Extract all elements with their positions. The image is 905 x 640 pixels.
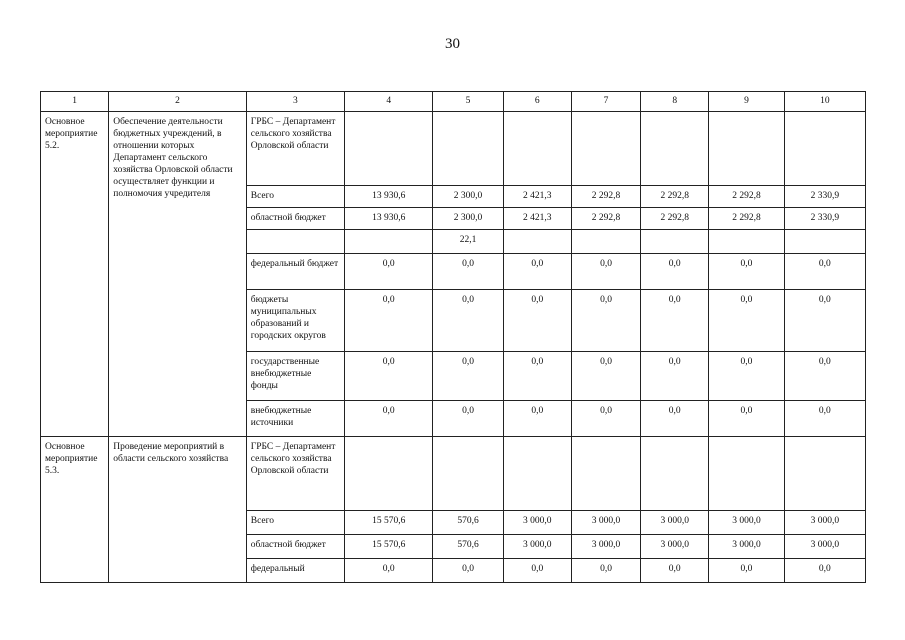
value-cell: 2 292,8 (641, 208, 709, 230)
value-cell (709, 437, 784, 511)
value-cell: 0,0 (433, 559, 503, 583)
value-cell: 0,0 (345, 352, 433, 401)
value-cell (641, 112, 709, 186)
value-cell: 2 292,8 (641, 186, 709, 208)
column-number: 7 (571, 92, 640, 112)
value-cell: 0,0 (784, 290, 865, 352)
source-label (246, 230, 344, 254)
value-cell: 22,1 (433, 230, 503, 254)
value-cell: 3 000,0 (571, 511, 640, 535)
value-cell: 2 292,8 (709, 186, 784, 208)
column-number: 10 (784, 92, 865, 112)
value-cell: 13 930,6 (345, 186, 433, 208)
source-label: Всего (246, 511, 344, 535)
value-cell (433, 437, 503, 511)
value-cell (641, 437, 709, 511)
value-cell (784, 437, 865, 511)
source-label: федеральный бюджет (246, 254, 344, 290)
value-cell: 0,0 (784, 401, 865, 437)
value-cell: 0,0 (503, 352, 571, 401)
value-cell (503, 230, 571, 254)
value-cell: 0,0 (571, 352, 640, 401)
source-label: внебюджетные источники (246, 401, 344, 437)
value-cell: 570,6 (433, 535, 503, 559)
value-cell: 2 421,3 (503, 186, 571, 208)
value-cell: 2 292,8 (571, 186, 640, 208)
value-cell (345, 112, 433, 186)
value-cell (784, 230, 865, 254)
value-cell: 0,0 (503, 559, 571, 583)
source-label: бюджеты муниципальных образований и городских округов (246, 290, 344, 352)
value-cell: 0,0 (641, 559, 709, 583)
value-cell: 3 000,0 (503, 535, 571, 559)
value-cell: 2 330,9 (784, 208, 865, 230)
value-cell: 13 930,6 (345, 208, 433, 230)
column-number: 2 (109, 92, 247, 112)
table-row (41, 112, 866, 186)
value-cell (345, 230, 433, 254)
value-cell: 0,0 (641, 352, 709, 401)
value-cell: 0,0 (433, 401, 503, 437)
value-cell: 570,6 (433, 511, 503, 535)
column-number: 5 (433, 92, 503, 112)
value-cell (571, 437, 640, 511)
value-cell: 0,0 (709, 559, 784, 583)
source-label: областной бюджет (246, 535, 344, 559)
value-cell: 0,0 (571, 559, 640, 583)
value-cell (433, 112, 503, 186)
value-cell: 0,0 (641, 290, 709, 352)
value-cell: 3 000,0 (641, 535, 709, 559)
value-cell: 15 570,6 (345, 535, 433, 559)
value-cell: 0,0 (709, 401, 784, 437)
source-label: федеральный (246, 559, 344, 583)
value-cell: 0,0 (345, 254, 433, 290)
value-cell: 3 000,0 (784, 535, 865, 559)
value-cell: 2 300,0 (433, 208, 503, 230)
value-cell: 0,0 (571, 254, 640, 290)
value-cell (503, 437, 571, 511)
value-cell (571, 112, 640, 186)
column-number-row (41, 92, 866, 112)
value-cell: 0,0 (571, 290, 640, 352)
value-cell (709, 112, 784, 186)
column-number: 4 (345, 92, 433, 112)
table-row (41, 437, 866, 511)
value-cell: 0,0 (503, 254, 571, 290)
source-label: государственные внебюджетные фонды (246, 352, 344, 401)
value-cell: 15 570,6 (345, 511, 433, 535)
value-cell (641, 230, 709, 254)
value-cell: 0,0 (433, 352, 503, 401)
value-cell (571, 230, 640, 254)
value-cell (503, 112, 571, 186)
page-number: 30 (445, 36, 460, 52)
column-number: 3 (246, 92, 344, 112)
value-cell: 0,0 (709, 254, 784, 290)
value-cell: 0,0 (641, 254, 709, 290)
measure-description: Проведение мероприятий в области сельского хозяйства (109, 437, 247, 583)
value-cell: 0,0 (345, 290, 433, 352)
value-cell: 2 300,0 (433, 186, 503, 208)
column-number: 6 (503, 92, 571, 112)
value-cell: 0,0 (784, 254, 865, 290)
value-cell: 0,0 (345, 559, 433, 583)
column-number: 8 (641, 92, 709, 112)
value-cell: 3 000,0 (784, 511, 865, 535)
source-label: ГРБС – Департамент сельского хозяйства Орловской области (246, 437, 344, 511)
measure-cell: Основное мероприятие 5.3. (41, 437, 109, 583)
budget-table (40, 91, 866, 583)
value-cell: 3 000,0 (641, 511, 709, 535)
value-cell: 0,0 (571, 401, 640, 437)
value-cell (784, 112, 865, 186)
value-cell: 0,0 (709, 352, 784, 401)
value-cell: 2 421,3 (503, 208, 571, 230)
value-cell: 0,0 (641, 401, 709, 437)
value-cell: 2 292,8 (571, 208, 640, 230)
value-cell: 0,0 (784, 559, 865, 583)
value-cell: 0,0 (709, 290, 784, 352)
value-cell: 3 000,0 (503, 511, 571, 535)
value-cell: 3 000,0 (571, 535, 640, 559)
value-cell: 3 000,0 (709, 535, 784, 559)
value-cell: 0,0 (784, 352, 865, 401)
value-cell: 0,0 (345, 401, 433, 437)
value-cell: 0,0 (503, 290, 571, 352)
source-label: ГРБС – Департамент сельского хозяйства Орловской области (246, 112, 344, 186)
value-cell: 0,0 (503, 401, 571, 437)
value-cell: 0,0 (433, 290, 503, 352)
value-cell (709, 230, 784, 254)
value-cell (345, 437, 433, 511)
source-label: Всего (246, 186, 344, 208)
value-cell: 2 292,8 (709, 208, 784, 230)
measure-description: Обеспечение деятельности бюджетных учреждений, в отношении которых Департамент сельского хозяйства Орловской области осуществляет функции и полномочия учредителя (109, 112, 247, 437)
value-cell: 2 330,9 (784, 186, 865, 208)
column-number: 1 (41, 92, 109, 112)
source-label: областной бюджет (246, 208, 344, 230)
column-number: 9 (709, 92, 784, 112)
measure-cell: Основное мероприятие 5.2. (41, 112, 109, 437)
value-cell: 0,0 (433, 254, 503, 290)
value-cell: 3 000,0 (709, 511, 784, 535)
